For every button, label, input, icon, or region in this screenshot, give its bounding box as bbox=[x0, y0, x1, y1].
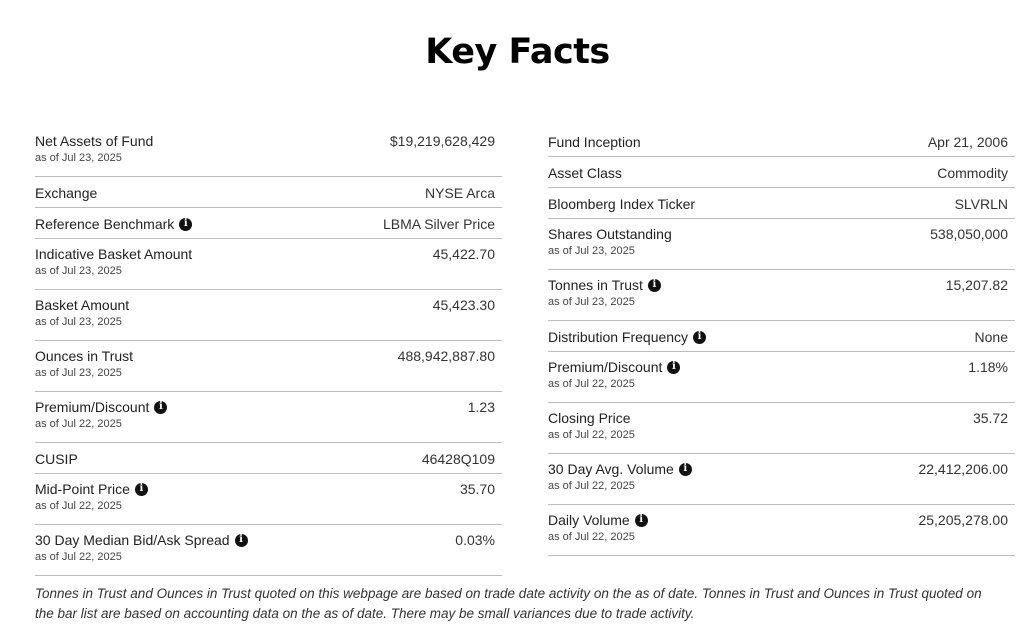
as-of-date: as of Jul 23, 2025 bbox=[35, 367, 122, 379]
fact-label-text: Net Assets of Fund bbox=[35, 133, 154, 149]
fact-row-ounces-in-trust bbox=[35, 341, 502, 392]
fact-row-daily-volume bbox=[548, 505, 1015, 556]
fact-value: Commodity bbox=[937, 165, 1008, 181]
as-of-date: as of Jul 23, 2025 bbox=[35, 316, 122, 328]
fact-label-text: Shares Outstanding bbox=[548, 226, 672, 242]
fact-row-shares-outstanding bbox=[548, 219, 1015, 270]
fact-label-group bbox=[548, 276, 661, 309]
info-icon[interactable]: i bbox=[635, 514, 648, 527]
info-icon[interactable]: i bbox=[154, 401, 167, 414]
fact-label-text: CUSIP bbox=[35, 451, 78, 467]
fact-value: Apr 21, 2006 bbox=[927, 134, 1008, 150]
fact-label bbox=[35, 531, 248, 549]
fact-row-reference-benchmark bbox=[35, 208, 502, 239]
info-icon[interactable]: i bbox=[693, 331, 706, 344]
fact-row-indicative-basket-amount bbox=[35, 239, 502, 290]
info-icon[interactable]: i bbox=[135, 483, 148, 496]
fact-value: 45,422.70 bbox=[432, 246, 495, 262]
as-of-date: as of Jul 22, 2025 bbox=[35, 551, 122, 563]
fact-label bbox=[35, 132, 153, 150]
fact-label bbox=[35, 296, 129, 314]
fact-label-group bbox=[548, 358, 680, 391]
info-icon[interactable]: i bbox=[235, 534, 248, 547]
page-title: Key Facts bbox=[425, 32, 610, 72]
fact-value: SLVRLN bbox=[954, 196, 1008, 212]
fact-label bbox=[548, 358, 680, 376]
fact-row-premium-discount bbox=[35, 392, 502, 443]
fact-label bbox=[548, 460, 692, 478]
fact-label bbox=[548, 276, 661, 294]
fact-label bbox=[548, 133, 641, 151]
fact-label-group bbox=[35, 450, 78, 468]
fact-label-text: Daily Volume bbox=[548, 512, 630, 528]
fact-label-group bbox=[548, 195, 695, 213]
fact-label-text: Fund Inception bbox=[548, 134, 641, 150]
fact-label-group bbox=[35, 480, 148, 513]
info-icon[interactable]: i bbox=[679, 463, 692, 476]
fact-label-group bbox=[35, 296, 129, 329]
fact-row-closing-price bbox=[548, 403, 1015, 454]
key-facts-right-column bbox=[548, 126, 1015, 556]
fact-row-premium-discount bbox=[548, 352, 1015, 403]
fact-label-group bbox=[548, 164, 622, 182]
as-of-date: as of Jul 23, 2025 bbox=[35, 265, 122, 277]
fact-label-text: Indicative Basket Amount bbox=[35, 246, 193, 262]
info-icon[interactable]: i bbox=[667, 361, 680, 374]
key-facts-left-column bbox=[35, 126, 502, 576]
fact-row-30-day-median-bid-ask-spread bbox=[35, 525, 502, 576]
fact-label-group bbox=[548, 328, 706, 346]
fact-label-text: 30 Day Avg. Volume bbox=[548, 461, 674, 477]
info-icon[interactable]: i bbox=[648, 279, 661, 292]
fact-label-group bbox=[35, 531, 248, 564]
as-of-date: as of Jul 23, 2025 bbox=[35, 152, 122, 164]
fact-row-net-assets-of-fund bbox=[35, 126, 502, 177]
fact-row-mid-point-price bbox=[35, 474, 502, 525]
fact-label bbox=[548, 164, 622, 182]
fact-row-cusip bbox=[35, 443, 502, 474]
fact-value: NYSE Arca bbox=[424, 185, 495, 201]
fact-label-group bbox=[35, 215, 192, 233]
fact-label bbox=[35, 184, 97, 202]
fact-row-fund-inception bbox=[548, 126, 1015, 157]
fact-value: LBMA Silver Price bbox=[382, 216, 495, 232]
fact-value: None bbox=[974, 329, 1008, 345]
fact-label-group bbox=[548, 409, 635, 442]
footnote: Tonnes in Trust and Ounces in Trust quoted on this webpage are based on trade date activity on the as of date. Tonnes in Trust and Ounces in Trust quoted on the bar list are based on accounting data on the as of date. There may be small variances due to trade activity. bbox=[35, 586, 982, 621]
fact-value: 25,205,278.00 bbox=[918, 512, 1008, 528]
fact-label-group bbox=[35, 245, 192, 278]
fact-label-text: Premium/Discount bbox=[35, 399, 150, 415]
fact-label-group bbox=[548, 225, 672, 258]
fact-label bbox=[548, 328, 706, 346]
fact-value: 46428Q109 bbox=[421, 451, 495, 467]
fact-label-text: Basket Amount bbox=[35, 297, 130, 313]
fact-label-group bbox=[35, 398, 167, 431]
fact-label-text: 30 Day Median Bid/Ask Spread bbox=[35, 532, 230, 548]
fact-value: 538,050,000 bbox=[930, 226, 1008, 242]
fact-label-group bbox=[548, 511, 648, 544]
fact-label-group bbox=[548, 133, 641, 151]
fact-value: 1.18% bbox=[968, 359, 1008, 375]
fact-value: 15,207.82 bbox=[945, 277, 1008, 293]
fact-label bbox=[35, 215, 192, 233]
fact-label-group bbox=[35, 347, 133, 380]
fact-row-bloomberg-index-ticker bbox=[548, 188, 1015, 219]
as-of-date: as of Jul 23, 2025 bbox=[548, 296, 635, 308]
fact-row-asset-class bbox=[548, 157, 1015, 188]
fact-label-text: Exchange bbox=[35, 185, 98, 201]
fact-label-text: Asset Class bbox=[548, 165, 622, 181]
fact-value: 45,423.30 bbox=[432, 297, 495, 313]
fact-label-text: Tonnes in Trust bbox=[548, 277, 643, 293]
as-of-date: as of Jul 22, 2025 bbox=[548, 429, 635, 441]
fact-label-text: Bloomberg Index Ticker bbox=[548, 196, 696, 212]
fact-label bbox=[548, 511, 648, 529]
fact-label-text: Premium/Discount bbox=[548, 359, 663, 375]
fact-label-text: Distribution Frequency bbox=[548, 329, 689, 345]
fact-value: 22,412,206.00 bbox=[918, 461, 1008, 477]
fact-label bbox=[548, 195, 695, 213]
info-icon[interactable]: i bbox=[179, 218, 192, 231]
fact-value: 1.23 bbox=[467, 399, 495, 415]
fact-value: 35.72 bbox=[972, 410, 1008, 426]
fact-label-text: Closing Price bbox=[548, 410, 631, 426]
fact-label-text: Reference Benchmark bbox=[35, 216, 175, 232]
fact-row-30-day-avg-volume bbox=[548, 454, 1015, 505]
as-of-date: as of Jul 22, 2025 bbox=[548, 531, 635, 543]
fact-label bbox=[548, 225, 672, 243]
as-of-date: as of Jul 22, 2025 bbox=[35, 418, 122, 430]
fact-label-group bbox=[35, 184, 97, 202]
as-of-date: as of Jul 22, 2025 bbox=[548, 480, 635, 492]
as-of-date: as of Jul 22, 2025 bbox=[35, 500, 122, 512]
as-of-date: as of Jul 23, 2025 bbox=[548, 245, 635, 257]
fact-label bbox=[35, 347, 133, 365]
fact-label-text: Mid-Point Price bbox=[35, 481, 130, 497]
fact-row-tonnes-in-trust bbox=[548, 270, 1015, 321]
fact-label bbox=[35, 450, 78, 468]
fact-row-exchange bbox=[35, 177, 502, 208]
fact-value: 35.70 bbox=[459, 481, 495, 497]
fact-label bbox=[548, 409, 635, 427]
fact-row-basket-amount bbox=[35, 290, 502, 341]
fact-label bbox=[35, 245, 192, 263]
fact-label bbox=[35, 398, 167, 416]
fact-label bbox=[35, 480, 148, 498]
fact-label-group bbox=[548, 460, 692, 493]
fact-label-text: Ounces in Trust bbox=[35, 348, 134, 364]
fact-label-group bbox=[35, 132, 153, 165]
fact-value: 488,942,887.80 bbox=[397, 348, 495, 364]
as-of-date: as of Jul 22, 2025 bbox=[548, 378, 635, 390]
fact-row-distribution-frequency bbox=[548, 321, 1015, 352]
fact-value: $19,219,628,429 bbox=[389, 133, 495, 149]
fact-value: 0.03% bbox=[455, 532, 495, 548]
